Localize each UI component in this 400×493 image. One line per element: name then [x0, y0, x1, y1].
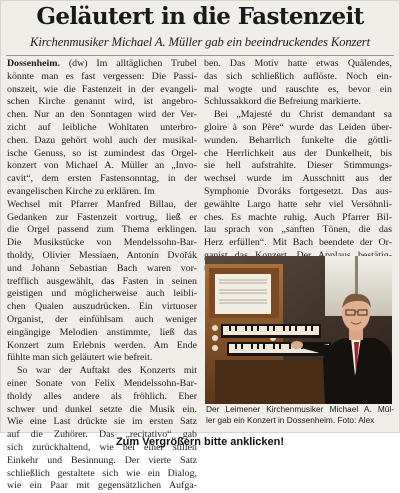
article-line: lau sprach von „sanften Tönen, die das	[204, 224, 392, 236]
article-line: Schlussakkord die Befreiung markierte.	[204, 96, 361, 108]
article-line: wie ein Paar mit gegensätzlichen Aufga-	[7, 480, 197, 492]
article-line: tholdy, Olivier Messiaen, Antonín Dvořák	[7, 249, 197, 261]
article-line: sie hell aufstrahlte. Dieser Stimmungs-	[204, 160, 392, 172]
article-line: und Johann Sebastian Bach waren vor-	[7, 262, 197, 274]
enlarge-link[interactable]: Zum Vergrößern bitte anklicken!	[115, 436, 285, 448]
article-line: tholdy alles andere als fröhlich. Eher	[7, 390, 197, 402]
article-line: einer Sonate von Felix Mendelssohn-Bar-	[7, 377, 197, 389]
article-line: könnte man es fast vergessen: Die Passi-	[7, 70, 197, 82]
article-line: Gedanken zur Fastenzeit vortrug, ließ er	[7, 211, 197, 223]
article-line: Organist, der einfühlsam auch weniger	[7, 313, 197, 325]
article-headline: Geläutert in die Fastenzeit	[36, 3, 364, 30]
caption-line: Der Leimener Kirchenmusiker Michael A. Mül-	[206, 404, 394, 414]
article-line: Symphonie Dvoráks fortgesetzt. Das aus-	[204, 185, 392, 197]
article-line: mal wogte und rauschte es, bevor ein	[204, 83, 392, 95]
photo-caption	[206, 404, 394, 426]
article-column-left	[7, 58, 197, 493]
article-line: Wie eine Last drückte sie im ersten Satz	[7, 416, 197, 428]
article-line: ische Genuss, so ist zumindest das Orgel-	[7, 147, 197, 159]
article-line: fühlte man sich geläutert wie befreit.	[7, 352, 153, 364]
article-line: konzert von Michael A. Müller an „Invo-	[7, 160, 197, 172]
article-line: onszeit, wie die Fastenzeit in der evangeli-	[7, 83, 197, 95]
caption-line: ler gab ein Konzert in Dossenheim. Foto: Alex	[206, 415, 375, 425]
article-line: che Herrlichkeit aus der Dunkelheit, bis	[204, 147, 392, 159]
article-line: schließlich gestaltete sich wie ein Dialog,	[7, 467, 197, 479]
article-line: So war der Auftakt des Konzerts mit	[17, 365, 197, 377]
article-line: chen. Nur an den Sonntagen wird der Ver-	[7, 109, 197, 121]
article-line: ches. Es machte ruhig. Auch Pfarrer Bil-	[204, 211, 392, 223]
article-line: schwer und dunkel setzte die Musik ein.	[7, 403, 197, 415]
article-line: Bei „Majesté du Christ demandant sa	[214, 109, 392, 121]
article-line: sich zurückhaltend, wie bei einer stillen	[7, 441, 197, 453]
article-line: wechsel wurde im Ausschnitt aus der	[204, 173, 392, 185]
article-line: gloire à son Père“ wurde das Leiden über-	[204, 121, 392, 133]
article-line: Konzert zum Erlebnis werden. Am Ende	[7, 339, 197, 351]
article-line: das sich schließlich auflöste. Noch ein-	[204, 70, 392, 82]
article-subheadline: Kirchenmusiker Michael A. Müller gab ein beeindruckendes Konzert	[30, 35, 370, 49]
article-line: Die Musikstücke von Mendelssohn-Bar-	[7, 237, 197, 249]
article-line: ben. Das Motiv hatte etwas Quälendes,	[204, 58, 392, 69]
article-line: cavit“, dem ersten Fastensonntag, in der	[7, 173, 197, 185]
article-line: Herz erfüllen“. Mit Bach beendete der Or-	[204, 237, 392, 249]
organist-photo	[205, 256, 392, 404]
article-line: wunden. Beharrlich funkelte die göttli-	[204, 134, 392, 146]
article-line: trefflich ausgewählt, das Fasten in seinen	[7, 275, 197, 287]
article-line: geistigen und möglicherweise auch leibli-	[7, 288, 197, 300]
article-column-right	[204, 58, 392, 276]
article-line: Dossenheim. (dw) Im alltäglichen Trubel	[7, 58, 197, 69]
article-line: Wechsel mit Pfarrer Manfred Billau, der	[7, 198, 197, 210]
article-line: gewählte Largo hatte sehr viel Versöhnli-	[204, 198, 392, 210]
article-line: chen Qualen auszudrücken. Ein virtuoser	[7, 301, 197, 313]
article-line: Einkehr und Besinnung. Der vierte Satz	[7, 454, 197, 466]
article-line: chen. Dazu gehört wohl auch der musikal-	[7, 134, 197, 146]
article-line: auf die Zuhörer. Das „recitativo“ gab	[7, 429, 197, 441]
article-line: schen Kirche genannt wird, ist angebro-	[7, 96, 197, 108]
article-line: evangelischen Kirche zu erklären. Im	[7, 185, 155, 197]
divider-rule	[6, 55, 394, 56]
article-line: zicht auf leibliche Wohltaten unterbro-	[7, 121, 197, 133]
article-line: eingängige Melodien anstimmte, ließ das	[7, 326, 197, 338]
article-line: die Orgel passend zum Thema erklingen.	[7, 224, 197, 236]
